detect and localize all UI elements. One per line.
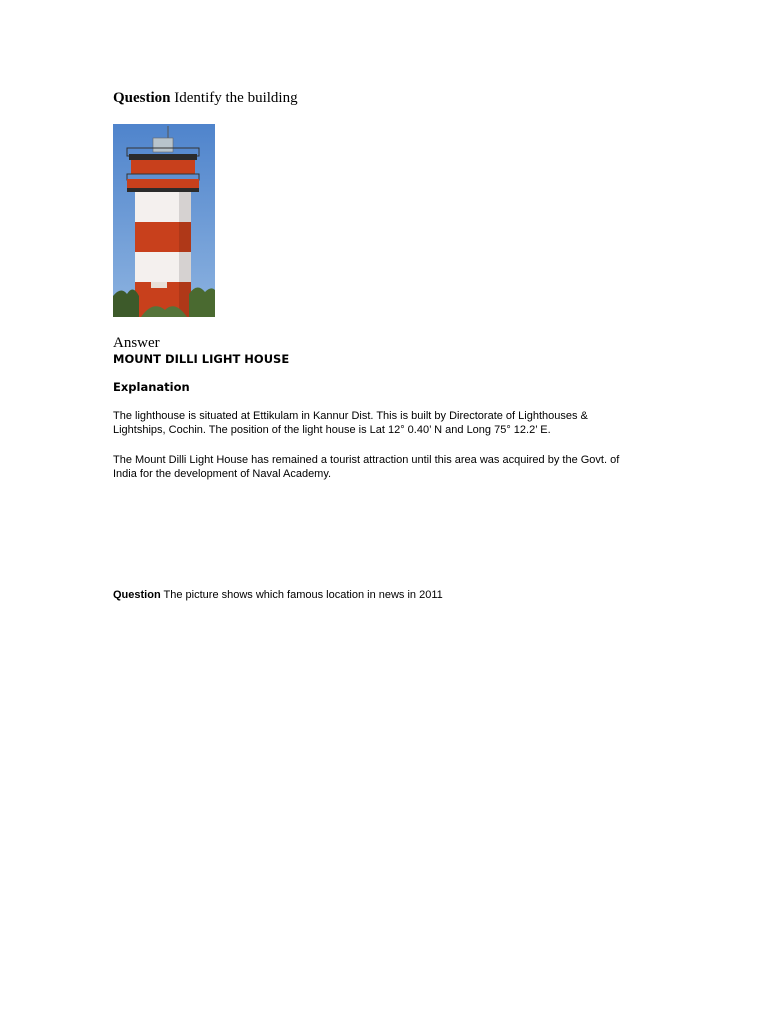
explanation-para1-line2: Lightships, Cochin. The position of the light house is Lat 12° 0.40’ N and Long 75° 12.2’ E. xyxy=(113,424,551,436)
question-1-text: Identify the building xyxy=(174,90,298,106)
answer-label: Answer xyxy=(113,335,160,351)
answer-value: MOUNT DILLI LIGHT HOUSE xyxy=(113,352,290,366)
question-2 xyxy=(113,589,443,601)
question-1-label: Question xyxy=(113,90,171,106)
explanation-heading: Explanation xyxy=(113,380,190,394)
explanation-para1-line1: The lighthouse is situated at Ettikulam in Kannur Dist. This is built by Directorate of Lighthouses & xyxy=(113,410,588,422)
explanation-para2-line1: The Mount Dilli Light House has remained a tourist attraction until this area was acquired by the Govt. of xyxy=(113,454,620,466)
question-2-text: The picture shows which famous location in news in 2011 xyxy=(163,589,443,601)
question-2-label: Question xyxy=(113,589,161,601)
explanation-para2-line2: India for the development of Naval Academy. xyxy=(113,468,332,480)
question-1 xyxy=(113,90,298,107)
lighthouse-photo xyxy=(113,124,215,317)
